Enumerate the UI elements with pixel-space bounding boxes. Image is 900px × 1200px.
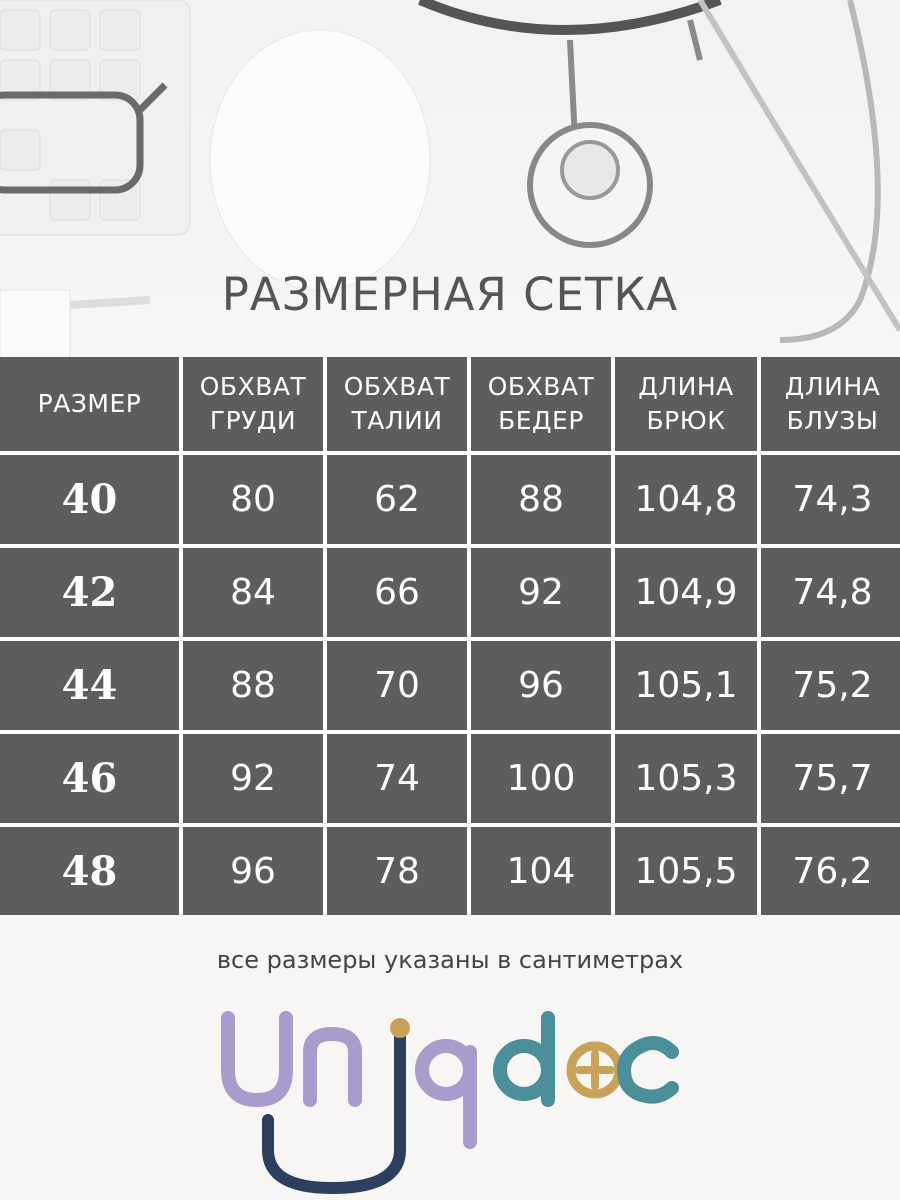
header-label: ДЛИНА [638,372,734,401]
header-label: БРЮК [646,406,726,435]
header-blouse-length [761,357,900,451]
hips-cell: 100 [471,734,611,823]
header-chest [183,357,323,451]
header-hips [471,357,611,451]
blouse-length-cell: 74,8 [761,548,900,637]
header-label: РАЗМЕР [37,389,142,418]
blouse-length-cell: 76,2 [761,827,900,915]
header-label: ДЛИНА [784,372,881,401]
units-note: все размеры указаны в сантиметрах [216,946,684,974]
hips-cell: 96 [471,641,611,730]
keyboard-icon [0,0,190,235]
page-title: РАЗМЕРНАЯ СЕТКА [221,268,679,321]
header-label: ОБХВАТ [199,372,307,401]
header-label: ТАЛИИ [351,406,443,435]
header-label: ОБХВАТ [343,372,451,401]
chest-cell: 88 [183,641,323,730]
waist-cell: 66 [327,548,467,637]
blouse-length-cell: 74,3 [761,455,900,544]
size-cell: 40 [0,455,179,544]
header-size [0,357,179,451]
trousers-length-cell: 105,1 [615,641,757,730]
uniqdoc-logo [210,1000,690,1195]
waist-cell: 74 [327,734,467,823]
header-label: ОБХВАТ [487,372,595,401]
blouse-length-cell: 75,7 [761,734,900,823]
hips-cell: 88 [471,455,611,544]
header-label: ГРУДИ [209,406,297,435]
chest-cell: 96 [183,827,323,915]
blouse-length-cell: 75,2 [761,641,900,730]
mouse-icon [210,30,430,290]
chest-cell: 84 [183,548,323,637]
trousers-length-cell: 105,5 [615,827,757,915]
header-label: БЕДЕР [498,406,584,435]
size-cell: 48 [0,827,179,915]
size-cell: 44 [0,641,179,730]
size-cell: 46 [0,734,179,823]
trousers-length-cell: 104,8 [615,455,757,544]
size-table [0,357,900,913]
waist-cell: 70 [327,641,467,730]
header-waist [327,357,467,451]
waist-cell: 62 [327,455,467,544]
waist-cell: 78 [327,827,467,915]
trousers-length-cell: 104,9 [615,548,757,637]
hips-cell: 92 [471,548,611,637]
header-trousers-length [615,357,757,451]
header-label: БЛУЗЫ [786,406,879,435]
chest-cell: 92 [183,734,323,823]
size-cell: 42 [0,548,179,637]
hips-cell: 104 [471,827,611,915]
trousers-length-cell: 105,3 [615,734,757,823]
chest-cell: 80 [183,455,323,544]
